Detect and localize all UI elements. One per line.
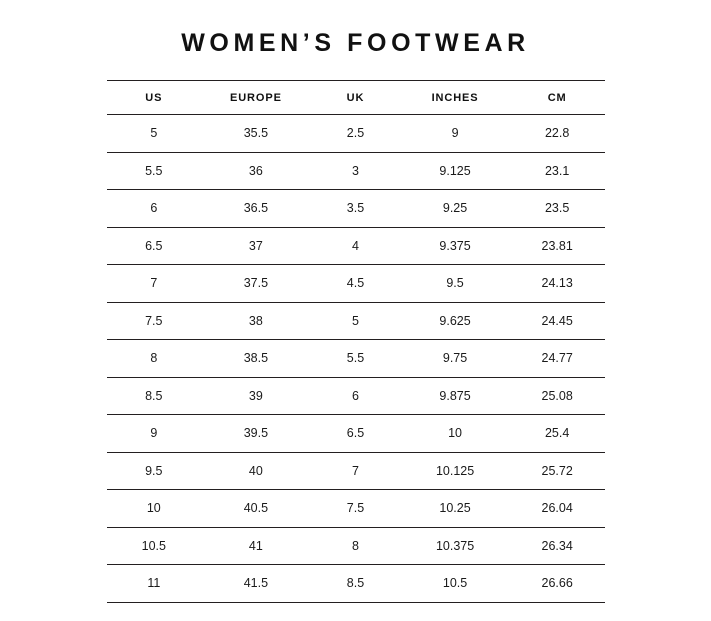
cell-europe: 40 <box>201 452 311 490</box>
cell-europe: 35.5 <box>201 115 311 153</box>
column-header-cm: CM <box>510 81 605 115</box>
cell-uk: 8 <box>311 527 401 565</box>
cell-europe: 36 <box>201 152 311 190</box>
table-header <box>107 81 605 115</box>
cell-europe: 38.5 <box>201 340 311 378</box>
column-header-europe: EUROPE <box>201 81 311 115</box>
cell-uk: 5.5 <box>311 340 401 378</box>
cell-europe: 39 <box>201 377 311 415</box>
cell-uk: 6.5 <box>311 415 401 453</box>
table-row <box>107 565 605 603</box>
table-row <box>107 490 605 528</box>
cell-uk: 4 <box>311 227 401 265</box>
cell-europe: 38 <box>201 302 311 340</box>
table-header-row <box>107 81 605 115</box>
table-row <box>107 227 605 265</box>
cell-us: 8 <box>107 340 202 378</box>
table-row <box>107 527 605 565</box>
cell-europe: 40.5 <box>201 490 311 528</box>
cell-inches: 10.125 <box>400 452 510 490</box>
cell-uk: 3 <box>311 152 401 190</box>
cell-us: 10 <box>107 490 202 528</box>
cell-us: 7 <box>107 265 202 303</box>
cell-cm: 26.34 <box>510 527 605 565</box>
cell-inches: 10 <box>400 415 510 453</box>
cell-inches: 9.625 <box>400 302 510 340</box>
cell-europe: 39.5 <box>201 415 311 453</box>
cell-inches: 9.125 <box>400 152 510 190</box>
cell-europe: 37.5 <box>201 265 311 303</box>
cell-cm: 25.72 <box>510 452 605 490</box>
table-row <box>107 265 605 303</box>
size-table-container <box>107 58 605 603</box>
cell-cm: 22.8 <box>510 115 605 153</box>
cell-inches: 9.375 <box>400 227 510 265</box>
table-row <box>107 190 605 228</box>
cell-cm: 23.5 <box>510 190 605 228</box>
cell-inches: 10.5 <box>400 565 510 603</box>
cell-us: 11 <box>107 565 202 603</box>
cell-us: 10.5 <box>107 527 202 565</box>
cell-uk: 6 <box>311 377 401 415</box>
table-row <box>107 452 605 490</box>
cell-inches: 10.375 <box>400 527 510 565</box>
table-row <box>107 340 605 378</box>
cell-inches: 9.5 <box>400 265 510 303</box>
page-title: WOMEN’S FOOTWEAR <box>181 29 530 57</box>
cell-inches: 9.25 <box>400 190 510 228</box>
cell-uk: 8.5 <box>311 565 401 603</box>
cell-uk: 7 <box>311 452 401 490</box>
cell-us: 5 <box>107 115 202 153</box>
cell-cm: 23.1 <box>510 152 605 190</box>
cell-europe: 36.5 <box>201 190 311 228</box>
cell-uk: 2.5 <box>311 115 401 153</box>
cell-uk: 4.5 <box>311 265 401 303</box>
table-body <box>107 115 605 603</box>
cell-uk: 5 <box>311 302 401 340</box>
cell-inches: 9 <box>400 115 510 153</box>
column-header-inches: INCHES <box>400 81 510 115</box>
cell-cm: 26.04 <box>510 490 605 528</box>
table-row <box>107 115 605 153</box>
size-conversion-table <box>107 80 605 603</box>
cell-inches: 9.875 <box>400 377 510 415</box>
cell-europe: 41.5 <box>201 565 311 603</box>
cell-uk: 3.5 <box>311 190 401 228</box>
cell-cm: 25.08 <box>510 377 605 415</box>
table-row <box>107 152 605 190</box>
cell-cm: 23.81 <box>510 227 605 265</box>
cell-cm: 24.77 <box>510 340 605 378</box>
cell-us: 6.5 <box>107 227 202 265</box>
cell-us: 8.5 <box>107 377 202 415</box>
cell-cm: 24.45 <box>510 302 605 340</box>
table-row <box>107 377 605 415</box>
table-row <box>107 302 605 340</box>
table-row <box>107 415 605 453</box>
cell-us: 5.5 <box>107 152 202 190</box>
cell-europe: 37 <box>201 227 311 265</box>
cell-inches: 9.75 <box>400 340 510 378</box>
cell-us: 9 <box>107 415 202 453</box>
cell-uk: 7.5 <box>311 490 401 528</box>
cell-us: 6 <box>107 190 202 228</box>
cell-cm: 26.66 <box>510 565 605 603</box>
cell-us: 7.5 <box>107 302 202 340</box>
cell-cm: 25.4 <box>510 415 605 453</box>
cell-europe: 41 <box>201 527 311 565</box>
column-header-us: US <box>107 81 202 115</box>
cell-cm: 24.13 <box>510 265 605 303</box>
cell-inches: 10.25 <box>400 490 510 528</box>
column-header-uk: UK <box>311 81 401 115</box>
cell-us: 9.5 <box>107 452 202 490</box>
